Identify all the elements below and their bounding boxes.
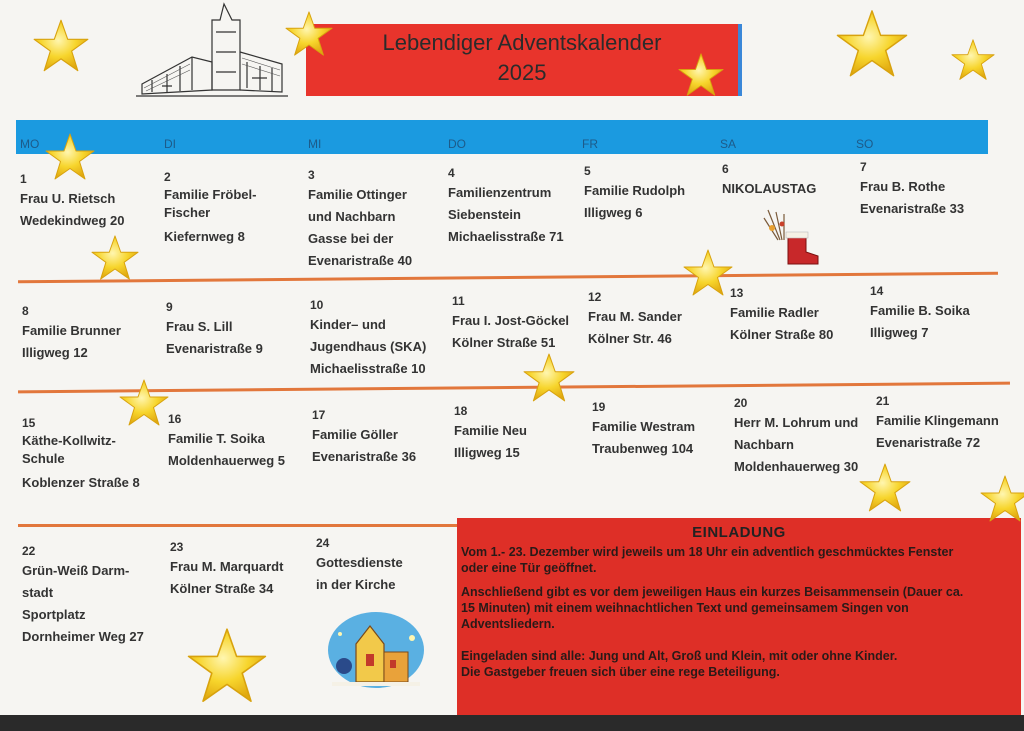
day-number: 15: [22, 416, 36, 430]
day-line: Siebenstein: [448, 207, 521, 222]
day-number: 19: [592, 400, 606, 414]
day-line: Frau I. Jost-Göckel: [452, 313, 570, 328]
day-line: Familie Brunner: [22, 323, 121, 338]
weekday-mo: MO: [20, 137, 40, 151]
day-line: Kölner Straße 51: [452, 335, 556, 350]
row-divider-1: [18, 272, 998, 284]
day-line: Nachbarn: [734, 437, 794, 452]
invitation-box: [457, 518, 1021, 715]
invitation-line: Anschließend gibt es vor dem jeweiligen Haus ein kurzes Beisammensein (Dauer ca.: [461, 585, 964, 599]
day-line: Frau M. Sander: [588, 309, 682, 324]
day-line: Schule: [22, 451, 65, 466]
day-line: Illigweg 12: [22, 345, 88, 360]
day-line: Sportplatz: [22, 607, 86, 622]
day-line: Familie T. Soika: [168, 431, 265, 446]
day-line: Evenaristraße 9: [166, 341, 263, 356]
day-line: Frau M. Marquardt: [170, 559, 284, 574]
star-icon: [858, 462, 912, 514]
day-line: Familie Göller: [312, 427, 398, 442]
day-line: Frau U. Rietsch: [20, 191, 116, 206]
weekday-fr: FR: [582, 137, 598, 151]
day-line: und Nachbarn: [308, 209, 396, 224]
day-cell-16: [168, 410, 285, 472]
day-cell-2: [164, 168, 256, 248]
day-number: 17: [312, 408, 326, 422]
title-line-1: Lebendiger Adventskalender: [382, 30, 662, 55]
day-number: 8: [22, 304, 29, 318]
day-line: Kölner Straße 80: [730, 327, 834, 342]
day-line: Koblenzer Straße 8: [22, 475, 140, 490]
star-icon: [834, 8, 910, 80]
day-line: Käthe-Kollwitz-: [22, 433, 116, 448]
day-cell-22: [22, 542, 144, 648]
invitation-paragraph-2: [461, 584, 1009, 632]
day-line: Kölner Str. 46: [588, 331, 672, 346]
day-number: 1: [20, 172, 27, 186]
day-line: Dornheimer Weg 27: [22, 629, 144, 644]
day-cell-18: [454, 402, 527, 464]
day-number: 4: [448, 166, 455, 180]
weekday-di: DI: [164, 137, 176, 151]
day-line: Gasse bei der: [308, 231, 394, 246]
church-sketch-icon: [132, 2, 290, 102]
day-cell-5: [584, 162, 685, 224]
invitation-paragraph-3: [461, 648, 1009, 680]
title-line-2: 2025: [497, 60, 547, 85]
day-number: 13: [730, 286, 744, 300]
day-line: Familie B. Soika: [870, 303, 970, 318]
star-icon: [950, 38, 996, 82]
day-cell-24: [316, 534, 403, 596]
day-line: Evenaristraße 36: [312, 449, 417, 464]
day-number: 23: [170, 540, 184, 554]
day-line: Familie Radler: [730, 305, 819, 320]
day-line: NIKOLAUSTAG: [722, 181, 817, 196]
nikolaus-boot-icon: [762, 206, 822, 268]
day-number: 24: [316, 536, 330, 550]
star-icon: [284, 10, 334, 58]
day-line: Grün-Weiß Darm-: [22, 563, 130, 578]
weekday-do: DO: [448, 137, 466, 151]
day-line: Illigweg 7: [870, 325, 929, 340]
invitation-line: oder eine Tür geöffnet.: [461, 561, 597, 575]
weekday-sa: SA: [720, 137, 737, 151]
day-number: 5: [584, 164, 591, 178]
day-line: Evenaristraße 72: [876, 435, 981, 450]
star-icon: [186, 626, 268, 706]
day-cell-9: [166, 298, 263, 360]
day-line: Familienzentrum: [448, 185, 552, 200]
day-line: Frau S. Lill: [166, 319, 233, 334]
day-number: 16: [168, 412, 182, 426]
day-line: Illigweg 6: [584, 205, 643, 220]
invitation-heading: EINLADUNG: [692, 524, 786, 541]
day-cell-17: [312, 406, 416, 468]
star-icon: [118, 378, 170, 428]
day-number: 3: [308, 168, 315, 182]
day-number: 9: [166, 300, 173, 314]
day-number: 14: [870, 284, 884, 298]
day-number: 6: [722, 162, 729, 176]
day-cell-7: [860, 158, 964, 220]
invitation-line: Vom 1.- 23. Dezember wird jeweils um 18 Uhr ein adventlich geschmücktes Fenster: [461, 545, 954, 559]
day-line: Illigweg 15: [454, 445, 520, 460]
row-divider-3: [18, 524, 458, 527]
day-line: stadt: [22, 585, 54, 600]
day-line: Familie Rudolph: [584, 183, 686, 198]
star-icon: [522, 352, 576, 404]
day-number: 10: [310, 298, 324, 312]
star-icon: [32, 18, 90, 74]
day-line: Familie Neu: [454, 423, 527, 438]
weekday-bar: [16, 120, 988, 154]
day-cell-20: [734, 394, 858, 478]
day-line: Kölner Straße 34: [170, 581, 274, 596]
day-line: Fischer: [164, 205, 211, 220]
day-line: Kiefernweg 8: [164, 229, 245, 244]
star-icon: [682, 248, 734, 298]
invitation-line: 15 Minuten) mit einem weihnachtlichen Text und gemeinsamem Singen von: [461, 601, 909, 615]
star-icon: [90, 234, 140, 282]
day-line: Evenaristraße 40: [308, 253, 413, 268]
star-icon: [44, 132, 96, 182]
invitation-paragraph-1: [461, 544, 1009, 576]
day-line: Wedekindweg 20: [20, 213, 125, 228]
star-icon: [980, 474, 1024, 524]
day-line: Familie Klingemann: [876, 413, 999, 428]
day-line: Herr M. Lohrum und: [734, 415, 859, 430]
day-line: Michaelisstraße 71: [448, 229, 564, 244]
day-cell-11: [452, 292, 569, 354]
day-cell-10: [310, 296, 426, 380]
day-line: Frau B. Rothe: [860, 179, 946, 194]
day-line: Jugendhaus (SKA): [310, 339, 427, 354]
day-line: Michaelisstraße 10: [310, 361, 426, 376]
day-cell-13: [730, 284, 833, 346]
day-cell-19: [592, 398, 695, 460]
day-cell-3: [308, 166, 412, 272]
day-number: 12: [588, 290, 602, 304]
weekday-mi: MI: [308, 137, 322, 151]
day-cell-12: [588, 288, 682, 350]
day-line: Moldenhauerweg 5: [168, 453, 286, 468]
day-cell-4: [448, 164, 564, 248]
invitation-line: Adventsliedern.: [461, 617, 555, 631]
day-cell-6: [722, 160, 816, 200]
church-illustration-icon: [326, 604, 426, 690]
day-line: Familie Ottinger: [308, 187, 407, 202]
day-line: in der Kirche: [316, 577, 396, 592]
day-line: Moldenhauerweg 30: [734, 459, 859, 474]
weekday-so: SO: [856, 137, 874, 151]
day-line: Familie Fröbel-: [164, 187, 257, 202]
day-number: 20: [734, 396, 748, 410]
day-number: 18: [454, 404, 468, 418]
day-line: Kinder– und: [310, 317, 386, 332]
day-cell-14: [870, 282, 970, 344]
day-line: Gottesdienste: [316, 555, 403, 570]
day-number: 11: [452, 294, 465, 308]
invitation-line: Die Gastgeber freuen sich über eine rege Beteiligung.: [461, 665, 780, 679]
day-cell-21: [876, 392, 999, 454]
day-cell-8: [22, 302, 121, 364]
star-icon: [676, 52, 726, 98]
day-number: 22: [22, 544, 36, 558]
day-number: 2: [164, 170, 171, 184]
day-line: Familie Westram: [592, 419, 696, 434]
day-number: 21: [876, 394, 890, 408]
day-line: Evenaristraße 33: [860, 201, 965, 216]
invitation-line: Eingeladen sind alle: Jung und Alt, Groß und Klein, mit oder ohne Kinder.: [461, 649, 898, 663]
day-line: Traubenweg 104: [592, 441, 694, 456]
day-number: 7: [860, 160, 867, 174]
day-cell-23: [170, 538, 283, 600]
